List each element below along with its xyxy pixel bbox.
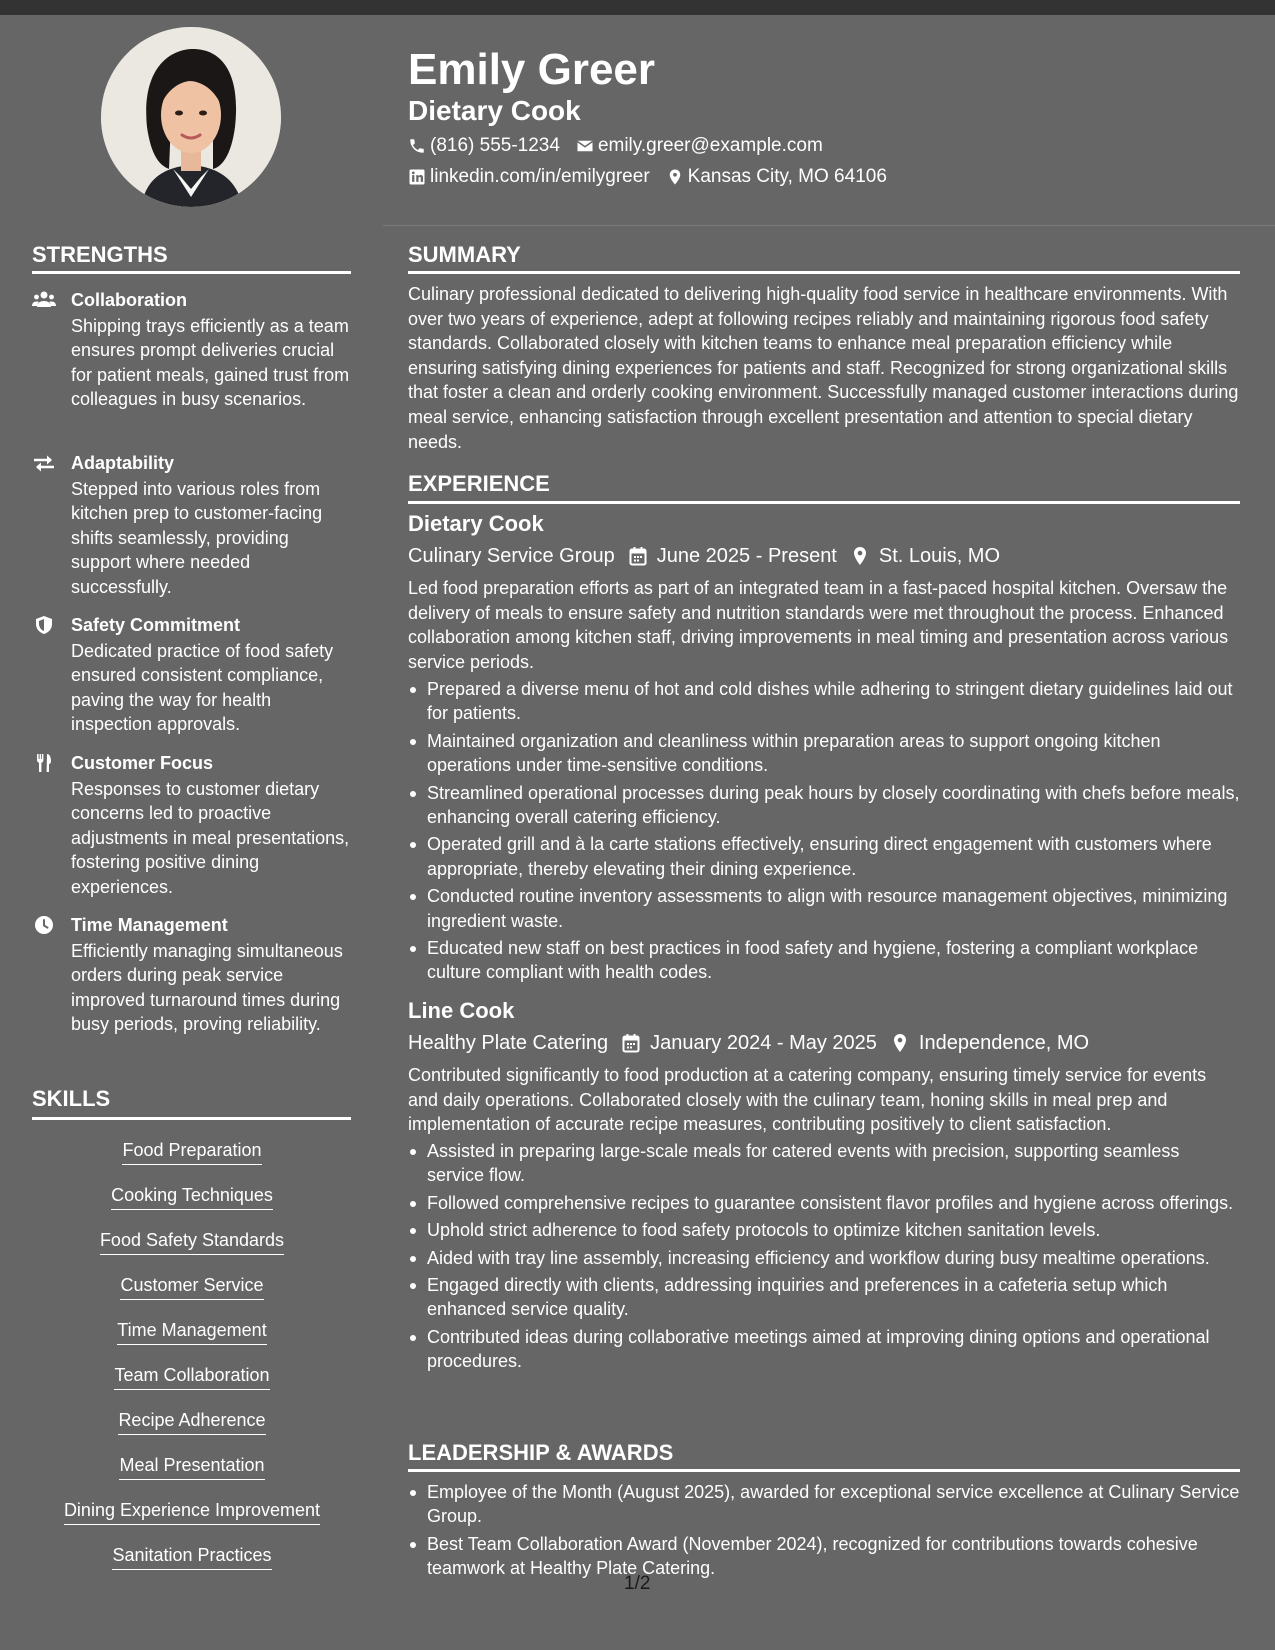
strength-description: Stepped into various roles from kitchen prep to customer-facing shifts seamlessly, providing support where needed successfully. <box>71 479 323 597</box>
company-name: Healthy Plate Catering <box>408 1032 609 1054</box>
strength-description: Dedicated practice of food safety ensured consistent compliance, paving the way for health inspection approvals. <box>71 641 334 735</box>
strengths-heading: STRENGTHS <box>32 242 168 267</box>
map-pin-icon <box>851 546 869 566</box>
bullet-item: Assisted in preparing large-scale meals for catered events with precision, supporting seamless service flow. <box>408 1139 1240 1188</box>
candidate-name: Emily Greer <box>408 45 656 94</box>
bullet-item: Streamlined operational processes during peak hours by closely coordinating with chefs before meals, enhancing overall catering efficiency. <box>408 781 1240 830</box>
bullet-item: Uphold strict adherence to food safety protocols to optimize kitchen sanitation levels. <box>408 1218 1240 1242</box>
email-address: emily.greer@example.com <box>597 135 823 156</box>
award-item: Best Team Collaboration Award (November 2024), recognized for contributions towards cohesive teamwork at Healthy Plate Catering. <box>408 1532 1240 1581</box>
skill-tag <box>32 1543 352 1570</box>
strengths-rule <box>32 271 351 274</box>
email-contact[interactable] <box>576 134 823 158</box>
awards-heading: LEADERSHIP & AWARDS <box>408 1440 674 1465</box>
contact-row-1 <box>408 134 839 158</box>
bullet-item: Prepared a diverse menu of hot and cold dishes while adhering to stringent dietary guidelines laid out for patients. <box>408 677 1240 726</box>
location-text: Kansas City, MO 64106 <box>687 166 887 187</box>
job-meta <box>408 543 1000 569</box>
job-dates: January 2024 - May 2025 <box>650 1032 877 1054</box>
job-role: Line Cook <box>408 998 515 1023</box>
skill-tag <box>32 1183 352 1210</box>
strength-description: Shipping trays efficiently as a team ensures prompt deliveries crucial for patient meals, gained trust from colleagues in busy scenarios. <box>71 316 350 410</box>
map-pin-icon <box>891 1033 909 1053</box>
linkedin-contact[interactable] <box>408 165 650 189</box>
skill-tag <box>32 1453 352 1480</box>
users-icon <box>32 290 56 310</box>
utensils-icon <box>32 753 56 773</box>
job-meta <box>408 1030 1089 1056</box>
summary-heading: SUMMARY <box>408 242 521 267</box>
skill-label: Team Collaboration <box>114 1363 269 1390</box>
top-bar <box>0 0 1275 15</box>
candidate-title: Dietary Cook <box>408 95 581 126</box>
profile-photo <box>101 27 281 207</box>
skill-label: Customer Service <box>120 1273 263 1300</box>
job-achievements <box>408 1139 1240 1377</box>
strength-name: Collaboration <box>71 290 187 310</box>
location-contact <box>666 165 887 189</box>
strength-name: Customer Focus <box>71 753 214 773</box>
company-name: Culinary Service Group <box>408 545 615 567</box>
job-dates: June 2025 - Present <box>656 545 837 567</box>
skill-label: Food Safety Standards <box>100 1228 284 1255</box>
skill-label: Food Preparation <box>122 1138 261 1165</box>
bullet-item: Followed comprehensive recipes to guarantee consistent flavor profiles and hygiene across offerings. <box>408 1191 1240 1215</box>
page-number: 1/2 <box>624 1573 651 1594</box>
skill-tag <box>32 1363 352 1390</box>
awards-list <box>408 1480 1240 1584</box>
map-pin-icon <box>666 168 684 186</box>
bullet-item: Conducted routine inventory assessments to align with resource management objectives, minimizing ingredient waste. <box>408 884 1240 933</box>
skill-label: Recipe Adherence <box>118 1408 265 1435</box>
skill-tag <box>32 1273 352 1300</box>
job-location: Independence, MO <box>918 1032 1090 1054</box>
bullet-item: Contributed ideas during collaborative meetings aimed at improving dining options and operational procedures. <box>408 1325 1240 1374</box>
summary-text: Culinary professional dedicated to delivering high-quality food service in healthcare environments. With over two years of experience, adept at following recipes reliably and maintaining rigorous food safety standards. Collaborated closely with kitchen teams to enhance meal preparation efficiency while ensuring satisfying dining experiences for patients and staff. Recognized for strong organizational skills that foster a clean and orderly cooking environment. Successfully managed customer interactions during meal service, enhancing satisfaction through excellent presentation and attention to special dietary needs. <box>408 284 1239 452</box>
skill-label: Sanitation Practices <box>112 1543 271 1570</box>
strength-description: Efficiently managing simultaneous orders during peak service improved turnaround times during busy periods, proving reliability. <box>71 941 343 1035</box>
strength-description: Responses to customer dietary concerns led to proactive adjustments in meal presentations, fostering positive dining experiences. <box>71 779 350 897</box>
bullet-item: Maintained organization and cleanliness within preparation areas to support ongoing kitchen operations under time-sensitive conditions. <box>408 729 1240 778</box>
awards-rule <box>408 1469 1240 1472</box>
job-description: Contributed significantly to food production at a catering company, ensuring timely service for events and daily operations. Collaborated closely with the culinary team, honing skills in meal prep and implementation of accurate recipe measures, contributing positively to client satisfaction. <box>408 1065 1207 1135</box>
experience-heading: EXPERIENCE <box>408 471 550 496</box>
bullet-item: Educated new staff on best practices in food safety and hygiene, fostering a compliant workplace culture compliant with health codes. <box>408 936 1240 985</box>
skill-tag <box>32 1318 352 1345</box>
skills-heading: SKILLS <box>32 1086 111 1111</box>
skill-label: Cooking Techniques <box>111 1183 273 1210</box>
strength-name: Safety Commitment <box>71 615 241 635</box>
phone-icon <box>408 137 426 155</box>
linkedin-url: linkedin.com/in/emilygreer <box>430 166 650 187</box>
strength-name: Adaptability <box>71 453 175 473</box>
strength-name: Time Management <box>71 915 228 935</box>
job-description: Led food preparation efforts as part of an integrated team in a fast-paced hospital kitchen. Oversaw the delivery of meals to ensure safety and nutrition standards were met throughout the process. Enhanced collaboration among kitchen staff, driving improvements in meal timing and presentation across various service periods. <box>408 578 1229 672</box>
envelope-icon <box>576 137 594 155</box>
contact-row-2 <box>408 165 903 189</box>
arrows-exchange-icon <box>32 453 56 473</box>
skill-tag <box>32 1498 352 1525</box>
phone-number: (816) 555-1234 <box>430 135 560 156</box>
bullet-item: Aided with tray line assembly, increasing efficiency and workflow during busy mealtime operations. <box>408 1246 1240 1270</box>
shield-icon <box>32 615 56 635</box>
phone-contact[interactable] <box>408 134 560 158</box>
linkedin-icon <box>408 168 426 186</box>
job-location: St. Louis, MO <box>878 545 1001 567</box>
calendar-icon <box>629 546 647 566</box>
experience-rule <box>408 501 1240 504</box>
skill-label: Time Management <box>117 1318 266 1345</box>
bullet-item: Engaged directly with clients, addressing inquiries and preferences in a cafeteria setup which enhanced service quality. <box>408 1273 1240 1322</box>
bullet-item: Operated grill and à la carte stations effectively, ensuring direct engagement with customers where appropriate, thereby elevating their dining experience. <box>408 832 1240 881</box>
skill-tag <box>32 1228 352 1255</box>
job-achievements <box>408 677 1240 988</box>
skill-tag <box>32 1138 352 1165</box>
award-item: Employee of the Month (August 2025), awarded for exceptional service excellence at Culinary Service Group. <box>408 1480 1240 1529</box>
calendar-icon <box>622 1033 640 1053</box>
skill-label: Dining Experience Improvement <box>64 1498 320 1525</box>
job-role: Dietary Cook <box>408 511 544 536</box>
clock-icon <box>32 915 56 935</box>
skill-tag <box>32 1408 352 1435</box>
skill-label: Meal Presentation <box>119 1453 264 1480</box>
summary-rule <box>408 271 1240 274</box>
skills-rule <box>32 1117 351 1120</box>
header-divider <box>383 225 1275 226</box>
